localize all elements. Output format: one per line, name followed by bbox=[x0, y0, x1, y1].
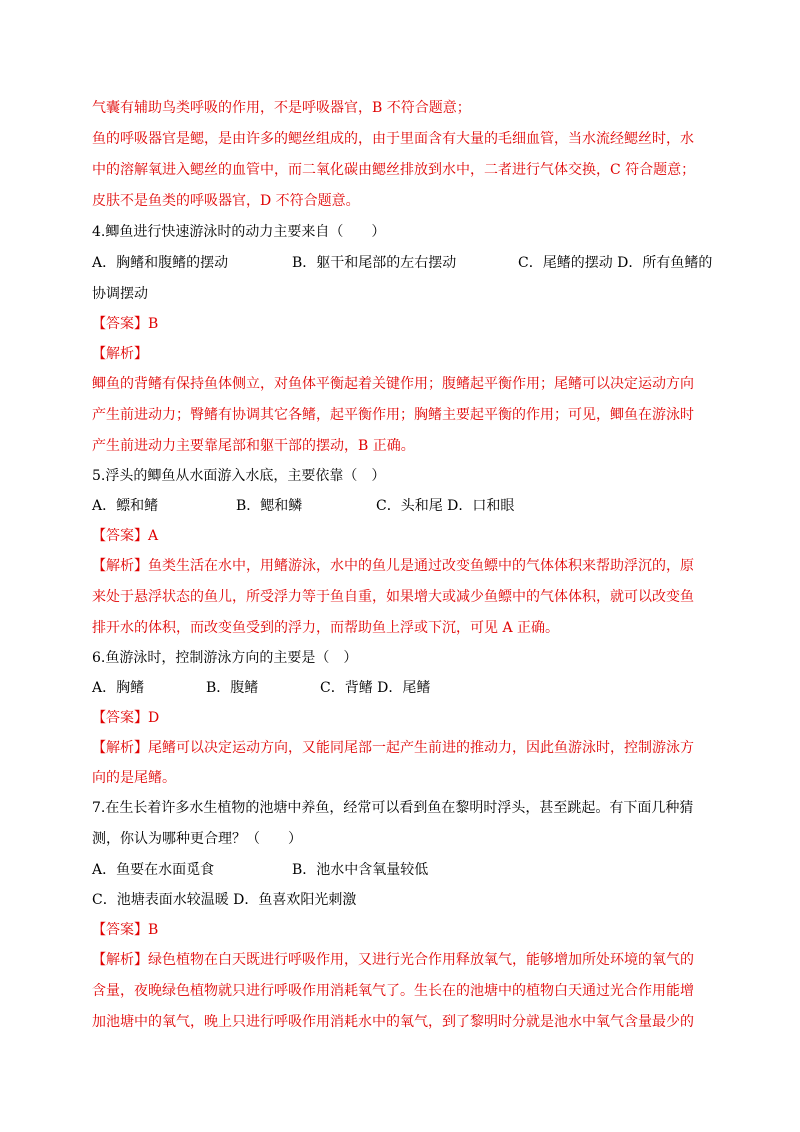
analysis-line bbox=[92, 556, 712, 576]
option-c-d: C．头和尾 D．口和眼 bbox=[376, 498, 515, 514]
answer-tag: 【答案】 bbox=[92, 528, 148, 544]
analysis-line: 产生前进动力；臀鳍有协调其它各鳍，起平衡作用；胸鳍主要起平衡的作用；可见，鲫鱼在游泳时 bbox=[92, 407, 694, 423]
answer-line bbox=[92, 708, 712, 728]
explanation-line: 中的溶解氧进入鳃丝的血管中，而二氧化碳由鳃丝排放到水中，二者进行气体交换，C 符合题意； bbox=[92, 162, 696, 178]
question-stem: 5.浮头的鲫鱼从水面游入水底，主要依靠（ ） bbox=[92, 468, 386, 484]
option-c-d: C．池塘表面水较温暖 D．鱼喜欢阳光刺激 bbox=[92, 892, 357, 908]
analysis-line: 加池塘中的氧气，晚上只进行呼吸作用消耗水中的氧气，到了黎明时分就是池水中氧气含量最少的 bbox=[92, 1014, 694, 1030]
question-stem: 4.鲫鱼进行快速游泳时的动力主要来自（ ） bbox=[92, 224, 386, 240]
analysis-tag: 【解析】 bbox=[92, 346, 148, 362]
option-c-d: C．背鳍 D．尾鳍 bbox=[320, 680, 431, 696]
question-stem: 6.鱼游泳时，控制游泳方向的主要是（ ） bbox=[92, 650, 358, 666]
question-stem: 7.在生长着许多水生植物的池塘中养鱼，经常可以看到鱼在黎明时浮头，甚至跳起。有下面几种猜 bbox=[92, 800, 694, 816]
analysis-text: 鱼类生活在水中，用鳍游泳，水中的鱼儿是通过改变鱼鳔中的气体体积来帮助浮沉的，原 bbox=[148, 558, 694, 574]
analysis-line: 排开水的体积，而改变鱼受到的浮力，而帮助鱼上浮或下沉，可见 A 正确。 bbox=[92, 620, 560, 636]
analysis-tag: 【解析】 bbox=[92, 558, 148, 574]
answer-line bbox=[92, 314, 712, 334]
answer-tag: 【答案】 bbox=[92, 316, 148, 332]
explanation-line: 气囊有辅助鸟类呼吸的作用，不是呼吸器官，B 不符合题意； bbox=[92, 100, 471, 116]
analysis-line: 产生前进动力主要靠尾部和躯干部的摆动，B 正确。 bbox=[92, 438, 415, 454]
answer-value: B bbox=[148, 316, 159, 332]
answer-value: A bbox=[148, 528, 159, 544]
explanation-line: 皮肤不是鱼类的呼吸器官，D 不符合题意。 bbox=[92, 193, 360, 209]
analysis-text: 尾鳍可以决定运动方向，又能同尾部一起产生前进的推动力，因此鱼游泳时，控制游泳方 bbox=[148, 740, 694, 756]
option-a: A．胸鳍和腹鳍的摆动 bbox=[92, 255, 229, 271]
option-a: A．鱼要在水面觅食 bbox=[92, 862, 215, 878]
analysis-line bbox=[92, 738, 712, 758]
option-b: B．躯干和尾部的左右摆动 bbox=[292, 255, 457, 271]
option-c-d: C．尾鳍的摆动 D．所有鱼鳍的 bbox=[518, 255, 713, 271]
analysis-tag: 【解析】 bbox=[92, 952, 148, 968]
answer-line bbox=[92, 920, 712, 940]
answer-value: B bbox=[148, 922, 159, 938]
option-a: A．鳔和鳍 bbox=[92, 498, 159, 514]
analysis-tag: 【解析】 bbox=[92, 740, 148, 756]
analysis-tag-line bbox=[92, 344, 712, 364]
analysis-line: 来处于悬浮状态的鱼儿，所受浮力等于鱼自重，如果增大或减少鱼鳔中的气体体积，就可以改变鱼 bbox=[92, 589, 694, 605]
analysis-line: 向的是尾鳍。 bbox=[92, 770, 176, 786]
answer-tag: 【答案】 bbox=[92, 922, 148, 938]
question-stem: 测，你认为哪种更合理？（ ） bbox=[92, 831, 302, 847]
option-b: B．池水中含氧量较低 bbox=[292, 862, 429, 878]
analysis-line: 含量，夜晚绿色植物就只进行呼吸作用消耗氧气了。生长在的池塘中的植物白天通过光合作用能增 bbox=[92, 983, 694, 999]
option-continuation: 协调摆动 bbox=[92, 286, 148, 302]
answer-value: D bbox=[148, 710, 160, 726]
answer-line bbox=[92, 526, 712, 546]
answer-tag: 【答案】 bbox=[92, 710, 148, 726]
analysis-line bbox=[92, 950, 712, 970]
option-b: B．鳃和鳞 bbox=[236, 498, 303, 514]
option-a: A．胸鳍 bbox=[92, 680, 145, 696]
analysis-text: 绿色植物在白天既进行呼吸作用，又进行光合作用释放氧气，能够增加所处环境的氧气的 bbox=[148, 952, 694, 968]
option-b: B．腹鳍 bbox=[206, 680, 259, 696]
analysis-line: 鲫鱼的背鳍有保持鱼体侧立，对鱼体平衡起着关键作用；腹鳍起平衡作用；尾鳍可以决定运动方向 bbox=[92, 376, 694, 392]
explanation-line: 鱼的呼吸器官是鳃，是由许多的鳃丝组成的，由于里面含有大量的毛细血管，当水流经鳃丝时，水 bbox=[92, 131, 694, 147]
